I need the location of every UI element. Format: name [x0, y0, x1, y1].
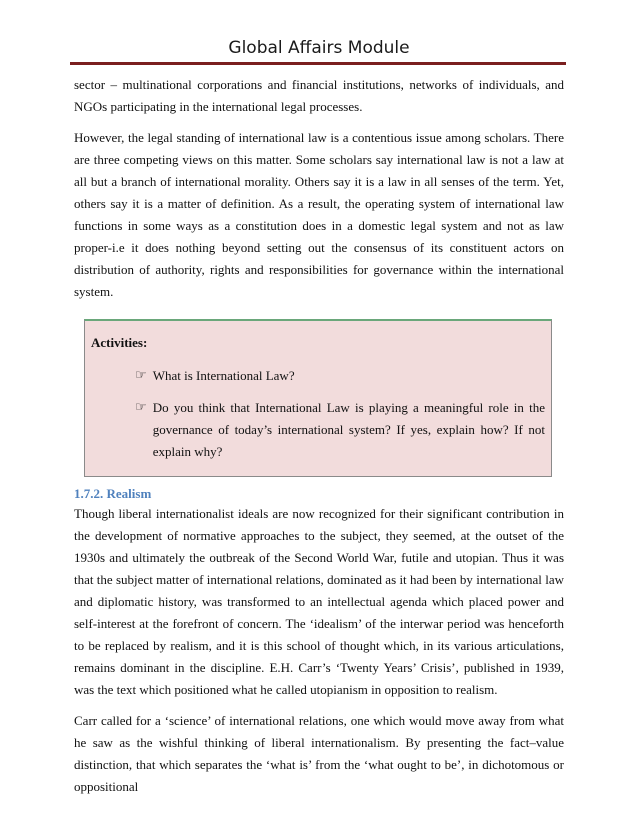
page-header: Global Affairs Module — [228, 38, 410, 58]
activity-item — [135, 397, 545, 463]
pointing-hand-icon: ☞ — [135, 368, 147, 383]
activity-text: What is International Law? — [152, 368, 295, 383]
paragraph-2: However, the legal standing of international law is a contentious issue among scholars. There are three competing views on this matter. Some scholars say international law is not a law at all but a branch of international morality. Others say it is a law in all senses of the term. Yet, others say it is a matter of definition. As a result, the operating system of international law functions in some ways as a constitution does in a domestic legal system and not as law proper-i.e it does nothing beyond setting out the consensus of its constituent actors on distribution of authority, rights and responsibilities for governance within the international system. — [74, 130, 564, 299]
activity-item — [135, 365, 545, 387]
paragraph-4: Carr called for a ‘science’ of international relations, one which would move away from what he saw as the wishful thinking of liberal internationalism. By presenting the fact–value distinction, that which separates the ‘what is’ from the ‘what ought to be’, in dichotomous or oppositional — [74, 713, 564, 794]
document-body — [74, 74, 564, 798]
paragraph-3: Though liberal internationalist ideals are now recognized for their significant contribution in the development of normative approaches to the subject, they seemed, at the outset of the 1930s and ultimately the outbreak of the Second World War, futile and utopian. Thus it was that the subject matter of international relations, dominated as it had been by international law and diplomatic history, was transformed to an intellectual agenda which placed power and self-interest at the forefront of concern. The ‘idealism’ of the interwar period was henceforth to be replaced by realism, and it is this school of thought which, in its various articulations, remains dominant in the discipline. E.H. Carr’s ‘Twenty Years’ Crisis’, published in 1939, was the text which positioned what he called utopianism in opposition to realism. — [74, 506, 564, 697]
header-rule — [70, 62, 566, 65]
pointing-hand-icon: ☞ — [135, 400, 147, 415]
activity-text: Do you think that International Law is playing a meaningful role in the governance of today’s international system? If yes, explain how? If not explain why? — [152, 400, 545, 459]
activities-title: Activities: — [91, 335, 148, 350]
section-heading: 1.7.2. Realism — [74, 486, 152, 501]
activities-box — [84, 319, 552, 477]
paragraph-1: sector – multinational corporations and financial institutions, networks of individuals, and NGOs participating in the international legal processes. — [74, 77, 564, 114]
